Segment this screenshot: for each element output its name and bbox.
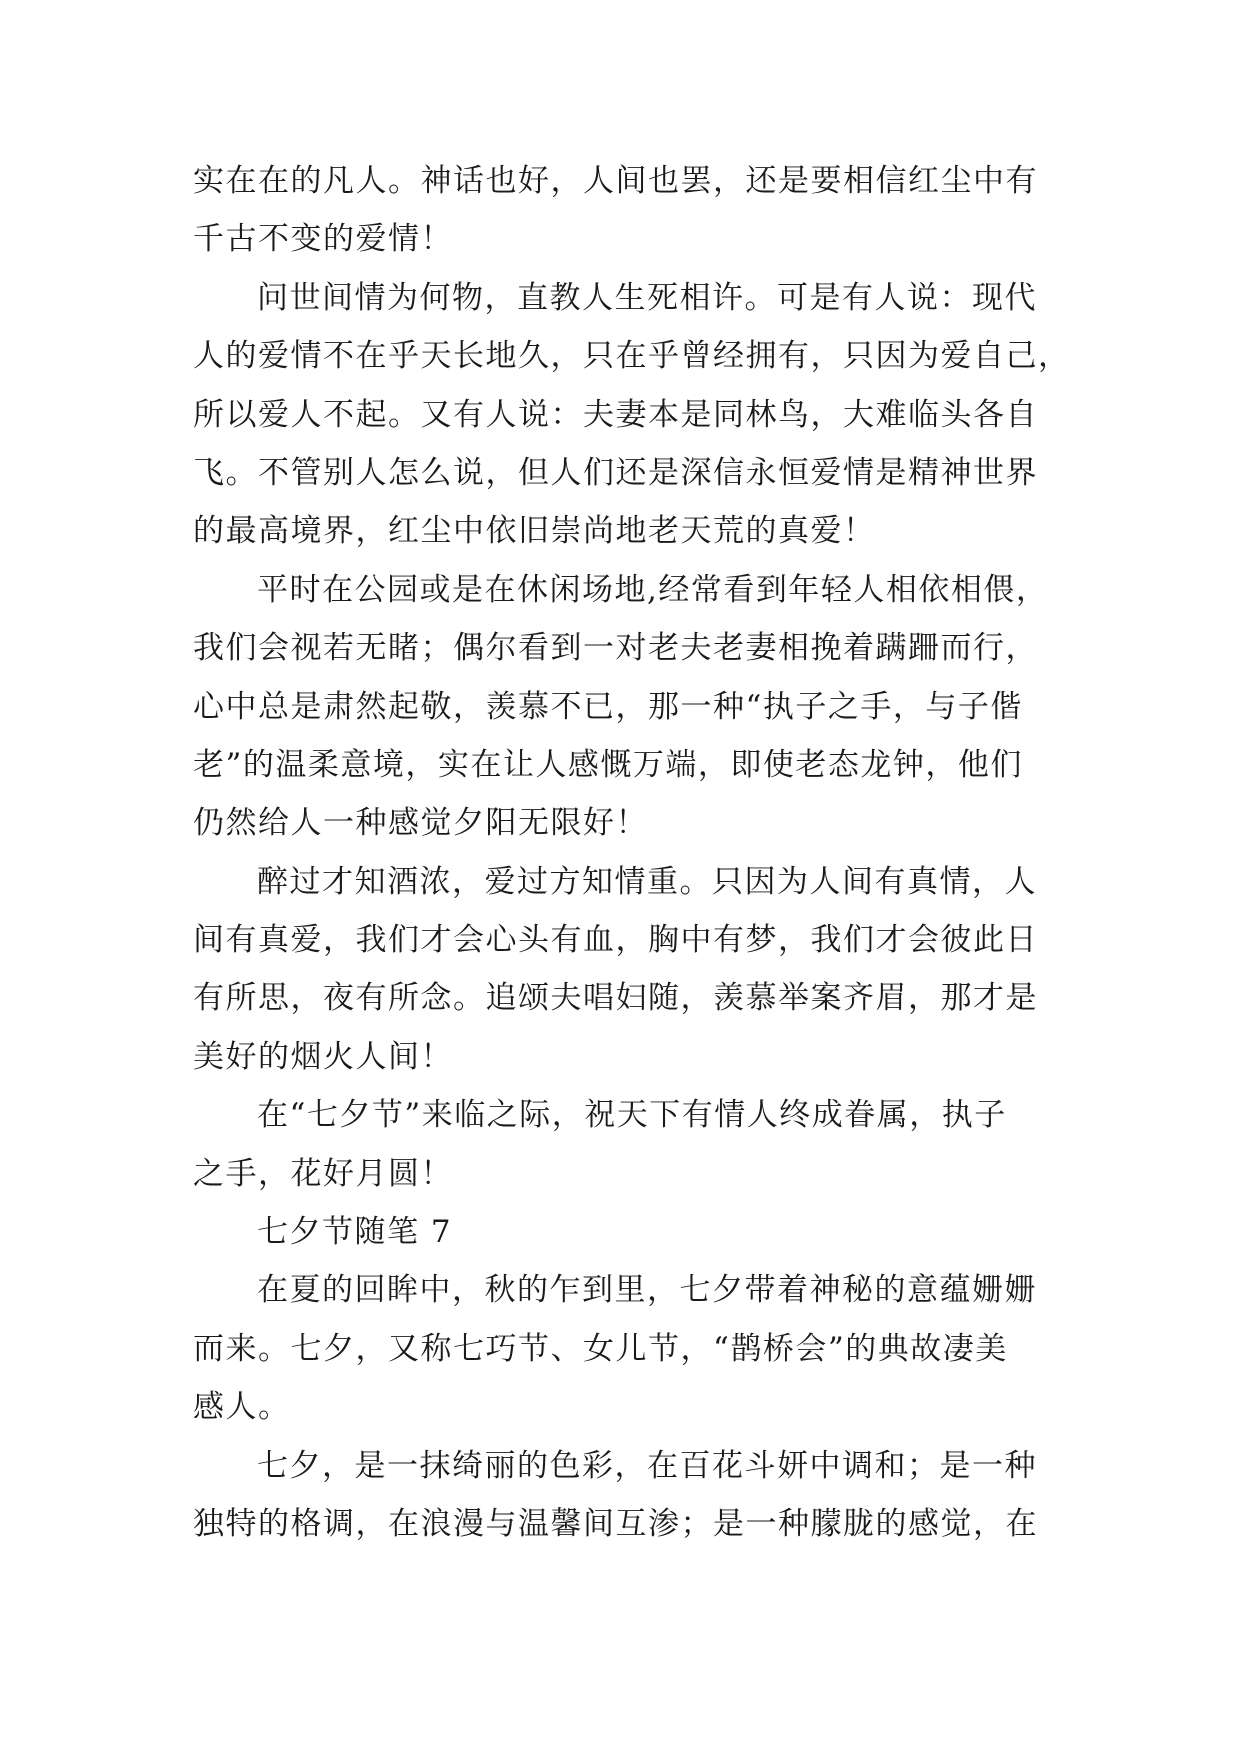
body-text xyxy=(193,152,1073,1553)
section-heading: 七夕节随笔 7 xyxy=(257,1214,453,1251)
text-line: 独特的格调，在浪漫与温馨间互渗；是一种朦胧的感觉，在 xyxy=(193,1505,1038,1542)
text-line: 我们会视若无睹；偶尔看到一对老夫老妻相挽着蹒跚而行， xyxy=(193,630,1038,667)
text-line: 有所思，夜有所念。追颂夫唱妇随，羡慕举案齐眉，那才是 xyxy=(193,980,1038,1017)
text-line: 在“七夕节”来临之际，祝天下有情人终成眷属，执子 xyxy=(257,1097,1007,1134)
text-line: 仍然给人一种感觉夕阳无限好！ xyxy=(193,805,648,842)
text-line: 感人。 xyxy=(193,1389,291,1426)
text-line: 平时在公园或是在休闲场地,经常看到年轻人相依相偎， xyxy=(257,571,1049,608)
text-line: 之手，花好月圆！ xyxy=(193,1155,453,1192)
text-line: 心中总是肃然起敬，羡慕不已，那一种“执子之手，与子偕 xyxy=(193,688,1023,725)
text-line: 飞。不管别人怎么说，但人们还是深信永恒爱情是精神世界 xyxy=(193,454,1038,491)
text-line: 在夏的回眸中，秋的乍到里，七夕带着神秘的意蕴姗姗 xyxy=(257,1272,1037,1309)
text-line: 美好的烟火人间！ xyxy=(193,1038,453,1075)
text-line: 的最高境界，红尘中依旧崇尚地老天荒的真爱！ xyxy=(193,513,876,550)
text-line: 醉过才知酒浓，爱过方知情重。只因为人间有真情，人 xyxy=(257,863,1037,900)
text-line: 老”的温柔意境，实在让人感慨万端，即使老态龙钟，他们 xyxy=(193,746,1023,783)
text-line: 千古不变的爱情！ xyxy=(193,221,453,258)
text-line: 所以爱人不起。又有人说：夫妻本是同林鸟，大难临头各自 xyxy=(193,396,1038,433)
text-line: 问世间情为何物，直教人生死相许。可是有人说：现代 xyxy=(257,279,1037,316)
text-line: 而来。七夕，又称七巧节、女儿节，“鹊桥会”的典故凄美 xyxy=(193,1330,1008,1367)
text-line: 间有真爱，我们才会心头有血，胸中有梦，我们才会彼此日 xyxy=(193,922,1038,959)
text-line: 七夕，是一抹绮丽的色彩，在百花斗妍中调和；是一种 xyxy=(257,1447,1037,1484)
text-line: 实在在的凡人。神话也好，人间也罢，还是要相信红尘中有 xyxy=(193,163,1038,199)
text-line: 人的爱情不在乎天长地久，只在乎曾经拥有，只因为爱自己， xyxy=(193,338,1071,375)
